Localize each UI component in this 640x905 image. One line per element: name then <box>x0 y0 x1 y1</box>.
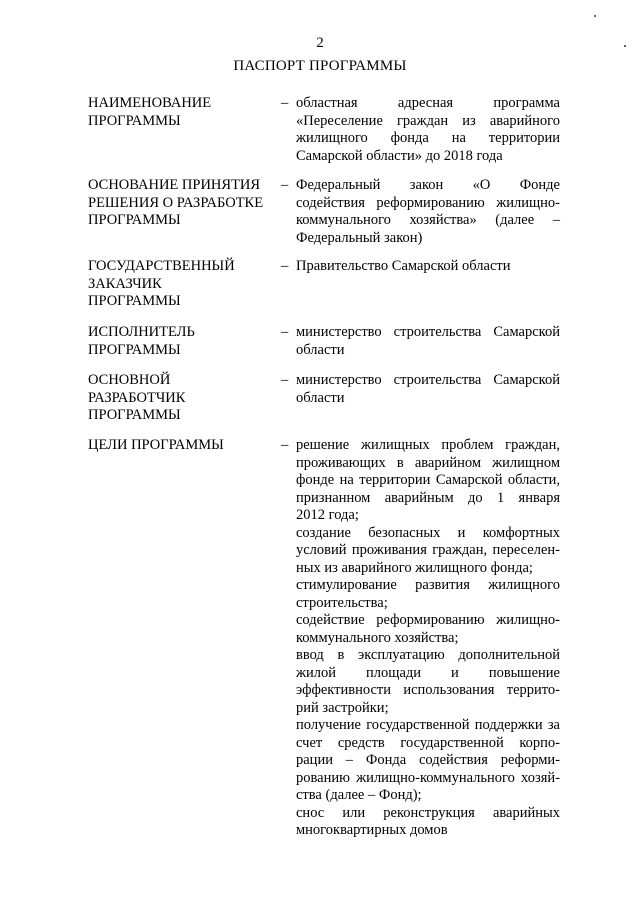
row-label-line: ОСНОВНОЙ <box>88 372 171 388</box>
row-label-line: НАИМЕНОВАНИЕ <box>88 95 212 111</box>
row-value-line: рации – Фонда содействия реформи- <box>296 752 560 768</box>
row-value-line: рованию жилищно-коммунального хозяй- <box>296 769 560 786</box>
row-label-line: ПРОГРАММЫ <box>88 293 181 309</box>
row-value-line: жилой площади и повышение <box>296 664 560 681</box>
row-dash: – <box>281 324 289 340</box>
row-value-line: Самарской области» до 2018 года <box>296 147 503 164</box>
row-value-line: фонде на территории Самарской области, <box>296 472 560 488</box>
row-value-line: эффективности использования террито- <box>296 682 560 698</box>
row-value <box>296 372 560 407</box>
row-value-line: строительства; <box>296 594 388 611</box>
row-value-line: содействия реформированию жилищно- <box>296 194 560 211</box>
page-title: ПАСПОРТ ПРОГРАММЫ <box>233 58 407 74</box>
row-label-line: ЗАКАЗЧИК <box>88 275 162 292</box>
row-label-line: ПРОГРАММЫ <box>88 112 181 129</box>
row-label <box>88 437 278 455</box>
row-label <box>88 372 278 425</box>
row-value-line: «Переселение граждан из аварийного <box>296 112 560 129</box>
row-value-line: ства (далее – Фонд); <box>296 787 422 803</box>
row-dash: – <box>281 177 289 193</box>
row-value-line: Федеральный закон «О Фонде <box>296 177 560 193</box>
row-value-line: области <box>296 341 345 358</box>
row-value <box>296 324 560 359</box>
row-label-line: ПРОГРАММЫ <box>88 407 181 423</box>
row-value-line: 2012 года; <box>296 507 359 523</box>
row-value-line: коммунального хозяйства; <box>296 629 459 646</box>
row-dash: – <box>281 437 289 453</box>
row-value-line: создание безопасных и комфортных <box>296 524 560 541</box>
row-label-line: РАЗРАБОТЧИК <box>88 389 186 406</box>
row-value-line: снос или реконструкция аварийных <box>296 804 560 821</box>
row-label-line: ГОСУДАРСТВЕННЫЙ <box>88 258 235 274</box>
row-label <box>88 324 278 359</box>
row-value-line: Правительство Самарской области <box>296 258 511 274</box>
row-value <box>296 95 560 165</box>
row-label-line: ИСПОЛНИТЕЛЬ <box>88 324 195 340</box>
row-dash: – <box>281 372 289 388</box>
row-value-line: ввод в эксплуатацию дополнительной <box>296 647 560 663</box>
row-value-line: решение жилищных проблем граждан, <box>296 437 560 453</box>
row-label <box>88 95 278 130</box>
row-value-line: жилищного фонда на территории <box>296 130 560 146</box>
row-value-line: области <box>296 389 345 406</box>
row-value-line: стимулирование развития жилищного <box>296 577 560 593</box>
row-value-line: условий проживания граждан, переселен- <box>296 542 560 558</box>
row-label-line: ОСНОВАНИЕ ПРИНЯТИЯ <box>88 177 261 193</box>
row-value-line: министерство строительства Самарской <box>296 324 560 340</box>
row-value <box>296 177 560 247</box>
row-value <box>296 437 560 840</box>
row-label-line: РЕШЕНИЯ О РАЗРАБОТКЕ <box>88 194 264 211</box>
row-value-line: коммунального хозяйства» (далее – <box>296 212 560 228</box>
row-value-line: областная адресная программа <box>296 95 560 111</box>
row-value-line: содействие реформированию жилищно- <box>296 612 560 628</box>
row-value-line: многоквартирных домов <box>296 822 448 838</box>
scan-speck <box>594 15 596 17</box>
row-label-line: ПРОГРАММЫ <box>88 212 181 228</box>
row-value-line: ных из аварийного жилищного фонда; <box>296 559 533 576</box>
row-value-line: получение государственной поддержки за <box>296 717 560 733</box>
row-label-line: ПРОГРАММЫ <box>88 341 181 358</box>
row-label <box>88 177 278 230</box>
row-value-line: министерство строительства Самарской <box>296 372 560 388</box>
row-value <box>296 258 560 276</box>
row-value-line: Федеральный закон) <box>296 229 423 246</box>
row-value-line: рий застройки; <box>296 699 389 716</box>
row-value-line: счет средств государственной корпо- <box>296 734 560 751</box>
row-dash: – <box>281 258 289 274</box>
row-value-line: признанном аварийным до 1 января <box>296 489 560 506</box>
row-label-line: ЦЕЛИ ПРОГРАММЫ <box>88 437 224 453</box>
page-number: 2 <box>316 35 324 51</box>
row-label <box>88 258 278 311</box>
row-value-line: проживающих в аварийном жилищном <box>296 454 560 471</box>
row-dash: – <box>281 95 289 111</box>
